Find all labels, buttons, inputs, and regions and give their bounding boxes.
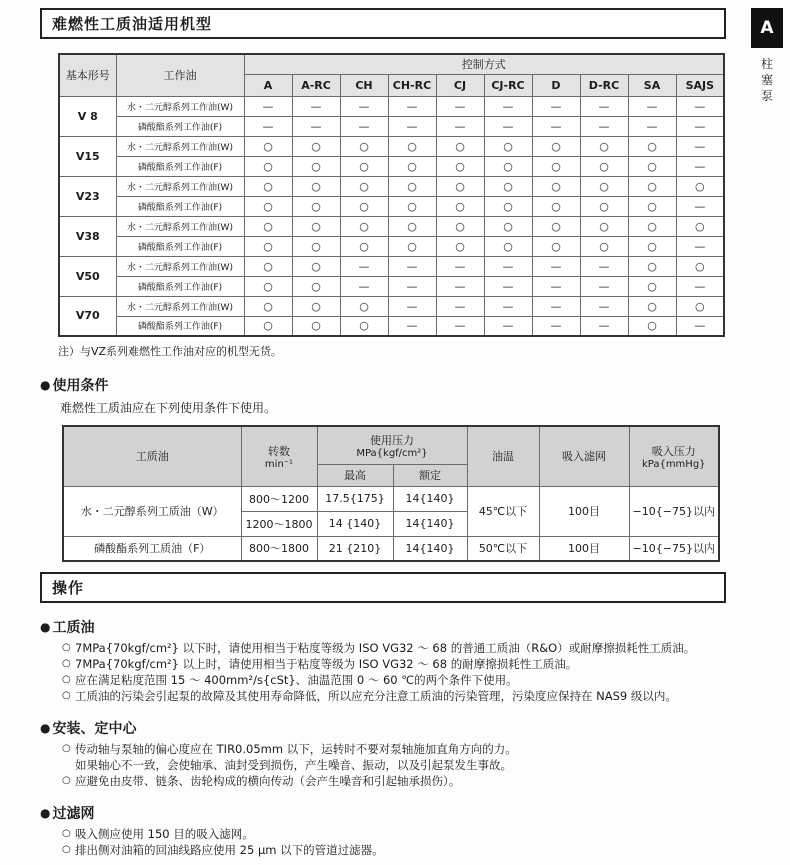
control-column-header: A [244, 74, 292, 96]
model-oil-row [59, 156, 724, 176]
header-suction-pressure [629, 426, 719, 486]
availability-mark: — [436, 296, 484, 316]
availability-mark: ○ [628, 276, 676, 296]
operation-sections [40, 617, 726, 858]
availability-mark: ○ [436, 176, 484, 196]
availability-mark: — [340, 96, 388, 116]
model-oil-row [59, 196, 724, 216]
value-cell: 100目 [539, 536, 629, 561]
availability-mark: ○ [532, 216, 580, 236]
usage-conditions-description: 难燃性工质油应在下列使用条件下使用。 [60, 401, 277, 415]
oil-type-cell: 磷酸酯系列工作油(F) [116, 156, 244, 176]
availability-mark: — [340, 116, 388, 136]
availability-mark: — [628, 116, 676, 136]
availability-mark: ○ [244, 176, 292, 196]
availability-mark: ○ [484, 136, 532, 156]
sidebar-section-tab [751, 8, 783, 104]
header-fluid: 工质油 [63, 426, 241, 486]
availability-mark: ○ [244, 216, 292, 236]
availability-mark: ○ [388, 196, 436, 216]
availability-mark: — [388, 296, 436, 316]
header-pressure-text: 使用压力 [370, 433, 414, 447]
availability-mark: ○ [244, 296, 292, 316]
availability-mark: — [532, 116, 580, 136]
availability-mark: ○ [628, 296, 676, 316]
model-oil-row [59, 276, 724, 296]
operation-title-text: 操作 [52, 579, 85, 597]
page-content [40, 8, 726, 858]
oil-type-cell: 水・二元醇系列工作油(W) [116, 136, 244, 156]
availability-mark: — [244, 116, 292, 136]
model-oil-row [59, 256, 724, 276]
availability-mark: ○ [532, 136, 580, 156]
control-column-header: CH [340, 74, 388, 96]
availability-mark: ○ [484, 156, 532, 176]
availability-mark: — [532, 276, 580, 296]
availability-mark: ○ [676, 176, 724, 196]
availability-mark: — [484, 296, 532, 316]
availability-mark: ○ [628, 156, 676, 176]
availability-mark: — [676, 276, 724, 296]
oil-type-cell: 水・二元醇系列工作油(W) [116, 256, 244, 276]
section-heading-text: 过滤网 [52, 806, 95, 822]
availability-mark: ○ [292, 256, 340, 276]
availability-mark: ○ [292, 236, 340, 256]
availability-mark: ○ [244, 256, 292, 276]
header-oil-temp: 油温 [467, 426, 539, 486]
availability-mark: ○ [436, 216, 484, 236]
section-item [62, 773, 726, 789]
availability-mark: — [292, 116, 340, 136]
circle-marker-icon: ○ [62, 642, 71, 653]
model-cell: V50 [59, 256, 116, 296]
availability-mark: ○ [628, 176, 676, 196]
availability-mark: — [292, 96, 340, 116]
value-cell: 21 {210} [317, 536, 393, 561]
availability-mark: ○ [388, 236, 436, 256]
availability-mark: — [676, 156, 724, 176]
section-item-text: 7MPa{70kgf/cm²} 以上时，请使用相当于粘度等级为 ISO VG32 ～ 68 的耐摩擦损耗性工质油。 [75, 657, 578, 671]
availability-mark: — [484, 96, 532, 116]
usage-conditions-table [62, 425, 720, 562]
header-speed-text: 转数 [268, 444, 290, 458]
oil-type-cell: 磷酸酯系列工作油(F) [116, 276, 244, 296]
availability-mark: ○ [388, 176, 436, 196]
section-heading [40, 803, 726, 823]
availability-mark: ○ [244, 196, 292, 216]
availability-mark: — [580, 296, 628, 316]
availability-mark: ○ [580, 176, 628, 196]
fluid-cell: 水・二元醇系列工质油（W） [63, 486, 241, 536]
header-rated-pressure: 额定 [393, 464, 467, 486]
bullet-icon: ● [40, 378, 51, 392]
availability-mark: ○ [340, 156, 388, 176]
header-speed [241, 426, 317, 486]
availability-mark: ○ [292, 196, 340, 216]
availability-mark: ○ [436, 236, 484, 256]
availability-mark: — [340, 276, 388, 296]
bullet-icon: ● [40, 721, 51, 735]
availability-mark: — [580, 116, 628, 136]
header-pressure-unit: MPa{kgf/cm²} [356, 447, 428, 459]
availability-mark: ○ [292, 176, 340, 196]
usage-conditions-heading-text: 使用条件 [52, 378, 109, 394]
availability-mark: ○ [244, 236, 292, 256]
model-oil-row [59, 296, 724, 316]
availability-mark: ○ [532, 176, 580, 196]
model-cell: V 8 [59, 96, 116, 136]
section-item [62, 672, 726, 688]
availability-mark: ○ [292, 156, 340, 176]
operation-title [40, 572, 726, 603]
availability-mark: — [388, 316, 436, 336]
control-column-header: D [532, 74, 580, 96]
model-oil-row [59, 116, 724, 136]
availability-mark: — [676, 96, 724, 116]
availability-mark: — [436, 96, 484, 116]
availability-mark: ○ [340, 216, 388, 236]
oil-type-cell: 水・二元醇系列工作油(W) [116, 176, 244, 196]
section-item [62, 741, 726, 757]
availability-mark: ○ [628, 256, 676, 276]
model-cell: V23 [59, 176, 116, 216]
availability-mark: ○ [628, 196, 676, 216]
value-cell: 45℃以下 [467, 486, 539, 536]
control-column-header: SA [628, 74, 676, 96]
section-item-text: 吸入侧应使用 150 目的吸入滤网。 [75, 827, 254, 841]
availability-mark: ○ [628, 236, 676, 256]
availability-mark: — [676, 236, 724, 256]
table-note: 注）与VZ系列难燃性工作油对应的机型无货。 [58, 345, 283, 358]
section-heading [40, 718, 726, 738]
availability-mark: ○ [292, 276, 340, 296]
control-column-header: CJ-RC [484, 74, 532, 96]
circle-marker-icon: ○ [62, 658, 71, 669]
circle-marker-icon: ○ [62, 844, 71, 855]
availability-mark: — [388, 256, 436, 276]
availability-mark: — [340, 256, 388, 276]
oil-type-cell: 水・二元醇系列工作油(W) [116, 296, 244, 316]
oil-type-cell: 水・二元醇系列工作油(W) [116, 96, 244, 116]
value-cell: 14{140} [393, 486, 467, 511]
availability-mark: — [244, 96, 292, 116]
header-working-oil: 工作油 [116, 54, 244, 96]
section-item [62, 757, 726, 773]
availability-mark: ○ [676, 256, 724, 276]
availability-mark: — [388, 276, 436, 296]
circle-marker-icon: ○ [62, 775, 71, 786]
availability-mark: — [532, 316, 580, 336]
availability-mark: — [532, 96, 580, 116]
availability-mark: ○ [628, 216, 676, 236]
oil-type-cell: 磷酸酯系列工作油(F) [116, 316, 244, 336]
model-oil-row [59, 316, 724, 336]
availability-mark: ○ [532, 236, 580, 256]
availability-mark: — [532, 296, 580, 316]
availability-mark: ○ [484, 216, 532, 236]
availability-mark: ○ [244, 276, 292, 296]
availability-mark: ○ [340, 176, 388, 196]
oil-type-cell: 磷酸酯系列工作油(F) [116, 196, 244, 216]
oil-type-cell: 磷酸酯系列工作油(F) [116, 116, 244, 136]
availability-mark: ○ [580, 196, 628, 216]
availability-mark: ○ [292, 216, 340, 236]
header-control-method: 控制方式 [244, 54, 724, 74]
header-suction-text: 吸入压力 [651, 444, 696, 458]
value-cell: 14{140} [393, 511, 467, 536]
availability-mark: — [676, 136, 724, 156]
section-item-text: 应避免由皮带、链条、齿轮构成的横向传动（会产生噪音和引起轴承损伤）。 [75, 774, 461, 788]
availability-mark: ○ [580, 236, 628, 256]
availability-mark: ○ [484, 196, 532, 216]
section-item [62, 640, 726, 656]
section-heading [40, 617, 726, 637]
page-title [40, 8, 726, 39]
control-column-header: SAJS [676, 74, 724, 96]
section-heading-text: 工质油 [52, 620, 95, 636]
value-cell: 1200～1800 [241, 511, 317, 536]
model-oil-row [59, 136, 724, 156]
value-cell: 17.5{175} [317, 486, 393, 511]
availability-mark: — [436, 256, 484, 276]
page-title-text: 难燃性工质油适用机型 [52, 15, 213, 33]
header-suction-unit: kPa{mmHg} [641, 458, 706, 470]
availability-mark: ○ [340, 196, 388, 216]
availability-mark: — [676, 116, 724, 136]
availability-mark: ○ [436, 136, 484, 156]
availability-mark: ○ [340, 136, 388, 156]
availability-mark: — [484, 116, 532, 136]
header-speed-unit: min⁻¹ [264, 458, 294, 470]
availability-mark: ○ [532, 196, 580, 216]
model-cell: V38 [59, 216, 116, 256]
availability-mark: ○ [580, 156, 628, 176]
model-oil-row [59, 96, 724, 116]
model-oil-row [59, 236, 724, 256]
bullet-icon: ● [40, 806, 51, 820]
section-item-text: 7MPa{70kgf/cm²} 以下时，请使用相当于粘度等级为 ISO VG32 ～ 68 的普通工质油（R&O）或耐摩擦损耗性工质油。 [75, 641, 696, 655]
value-cell: 14{140} [393, 536, 467, 561]
bullet-icon: ● [40, 620, 51, 634]
availability-mark: ○ [292, 136, 340, 156]
availability-mark: ○ [532, 156, 580, 176]
value-cell: 800～1200 [241, 486, 317, 511]
usage-conditions-heading [40, 375, 726, 395]
header-operating-pressure [317, 426, 467, 464]
circle-marker-icon: ○ [62, 743, 71, 754]
availability-mark: ○ [244, 316, 292, 336]
section-item-text: 应在满足粘度范围 15 ～ 400mm²/s{cSt}、油温范围 0 ～ 60 ℃的两个条件下使用。 [75, 673, 518, 687]
availability-mark: ○ [676, 216, 724, 236]
availability-mark: ○ [244, 136, 292, 156]
model-oil-row [59, 176, 724, 196]
circle-marker-icon: ○ [62, 690, 71, 701]
availability-mark: ○ [436, 196, 484, 216]
value-cell: 100目 [539, 486, 629, 536]
fluid-cell: 磷酸酯系列工质油（F） [63, 536, 241, 561]
control-column-header: A-RC [292, 74, 340, 96]
section-item-text: 如果轴心不一致，会使轴承、油封受到损伤，产生噪音、振动，以及引起泵发生事故。 [75, 758, 512, 772]
section-items [62, 826, 726, 858]
availability-mark: — [676, 316, 724, 336]
availability-mark: ○ [292, 296, 340, 316]
section-items [62, 741, 726, 789]
value-cell: −10{−75}以内 [629, 486, 719, 536]
control-column-header: CJ [436, 74, 484, 96]
availability-mark: ○ [388, 136, 436, 156]
availability-mark: ○ [388, 216, 436, 236]
availability-mark: — [436, 316, 484, 336]
availability-mark: ○ [580, 136, 628, 156]
model-cell: V15 [59, 136, 116, 176]
value-cell: 50℃以下 [467, 536, 539, 561]
availability-mark: — [580, 96, 628, 116]
availability-mark: ○ [484, 176, 532, 196]
section-item-text: 传动轴与泵轴的偏心度应在 TIR0.05mm 以下，运转时不要对泵轴施加直角方向的力。 [75, 742, 517, 756]
oil-type-cell: 磷酸酯系列工作油(F) [116, 236, 244, 256]
header-basic-model: 基本形号 [59, 54, 116, 96]
availability-mark: ○ [436, 156, 484, 176]
availability-mark: ○ [388, 156, 436, 176]
availability-mark: — [532, 256, 580, 276]
oil-type-cell: 水・二元醇系列工作油(W) [116, 216, 244, 236]
availability-mark: — [388, 116, 436, 136]
circle-marker-icon: ○ [62, 828, 71, 839]
section-item [62, 688, 726, 704]
availability-mark: — [484, 316, 532, 336]
availability-mark: — [580, 316, 628, 336]
section-item-text: 排出侧对油箱的回油线路应使用 25 μm 以下的管道过滤器。 [75, 843, 384, 857]
availability-mark: ○ [340, 316, 388, 336]
control-column-header: D-RC [580, 74, 628, 96]
availability-mark: ○ [340, 296, 388, 316]
availability-mark: — [580, 276, 628, 296]
usage-row [63, 486, 719, 511]
section-item [62, 656, 726, 672]
availability-mark: ○ [628, 136, 676, 156]
section-item [62, 842, 726, 858]
model-cell: V70 [59, 296, 116, 336]
availability-mark: — [388, 96, 436, 116]
availability-mark: ○ [628, 316, 676, 336]
usage-row [63, 536, 719, 561]
value-cell: 14 {140} [317, 511, 393, 536]
circle-marker-icon: ○ [62, 674, 71, 685]
header-suction-strainer: 吸入滤网 [539, 426, 629, 486]
availability-mark: — [676, 196, 724, 216]
section-label-vertical: 柱塞泵 [760, 57, 773, 103]
section-item [62, 826, 726, 842]
availability-mark: ○ [292, 316, 340, 336]
availability-mark: ○ [676, 296, 724, 316]
availability-mark: — [484, 256, 532, 276]
availability-mark: — [436, 276, 484, 296]
header-max-pressure: 最高 [317, 464, 393, 486]
applicable-models-table [58, 53, 725, 337]
value-cell: −10{−75}以内 [629, 536, 719, 561]
model-oil-row [59, 216, 724, 236]
availability-mark: ○ [244, 156, 292, 176]
availability-mark: ○ [340, 236, 388, 256]
availability-mark: — [580, 256, 628, 276]
section-items [62, 640, 726, 704]
circle-marker-icon [62, 757, 75, 773]
availability-mark: — [484, 276, 532, 296]
availability-mark: ○ [580, 216, 628, 236]
value-cell: 800～1800 [241, 536, 317, 561]
section-heading-text: 安装、定中心 [52, 721, 137, 737]
section-item-text: 工质油的污染会引起泵的故障及其使用寿命降低，所以应充分注意工质油的污染管理，污染度应保持在 NAS9 级以内。 [75, 689, 677, 703]
availability-mark: — [628, 96, 676, 116]
control-column-header: CH-RC [388, 74, 436, 96]
section-letter-badge: A [751, 8, 783, 48]
availability-mark: — [436, 116, 484, 136]
availability-mark: ○ [484, 236, 532, 256]
